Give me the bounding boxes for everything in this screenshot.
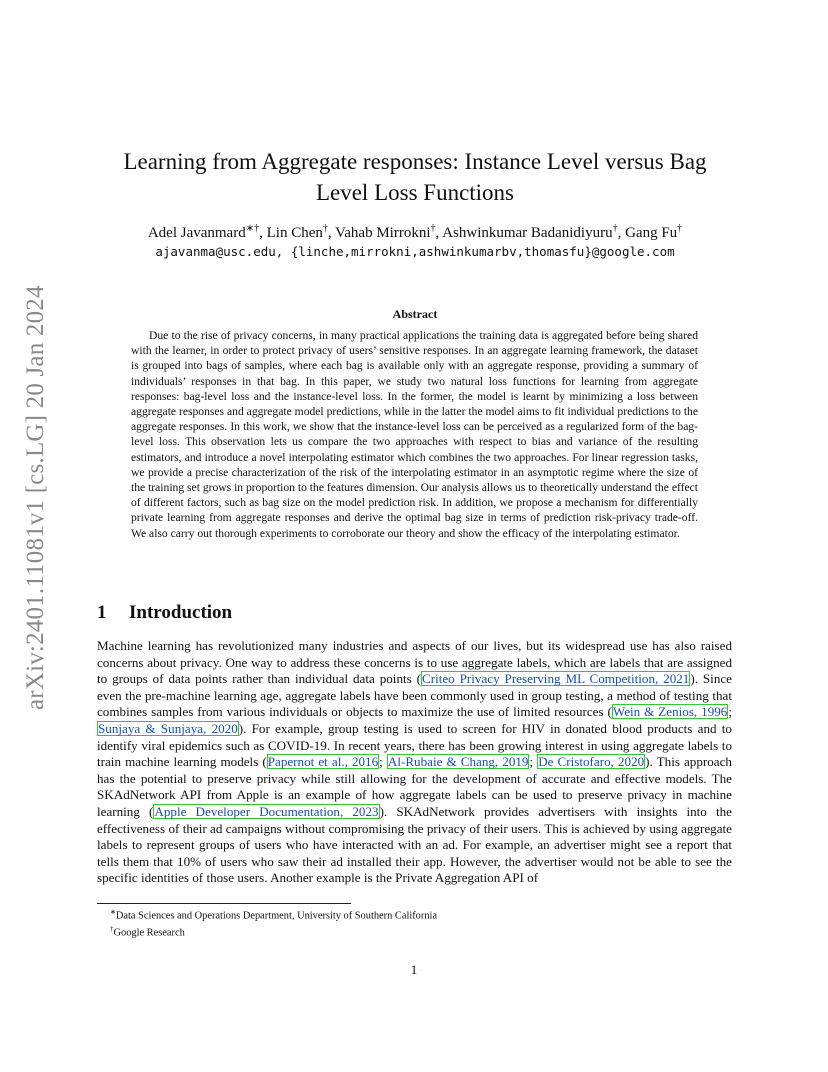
affiliation-mark: † bbox=[322, 223, 328, 234]
footnote-text: Google Research bbox=[113, 927, 185, 939]
footnote-text: Data Sciences and Operations Department, University of Southern California bbox=[115, 910, 438, 922]
footnote-divider bbox=[97, 903, 351, 904]
paragraph-text: ). SKAdNetwork provides advertisers with insights into the effectiveness of their ad campaigns without compromising the privacy of their users. This is achieved by using aggregate labels to represent groups of users who have interacted with an ad. For example, an advertiser might see a report that tells them that 10% of users who saw their ad installed their app. However, the advertiser would not be able to see the specific identities of those users. Another example is the Private Aggregation API of bbox=[97, 803, 732, 886]
author-separator: , bbox=[617, 225, 626, 241]
paragraph-text: ; bbox=[529, 754, 538, 770]
footnote bbox=[110, 923, 437, 940]
abstract-text: Due to the rise of privacy concerns, in many practical applications the training data is aggregated before being shared with the learner, in order to protect privacy of users’ sensitive responses. In an aggregate learning framework, the dataset is grouped into bags of samples, where each bag is available only with an aggregate response, providing a summary of individuals’ responses in that bag. In this paper, we study two natural loss functions for learning from aggregate responses: bag-level loss and the instance-level loss. In the former, the model is learnt by minimizing a loss between aggregate responses and aggregate model predictions, while in the latter the model aims to fit individual predictions to the aggregate responses. In this work, we show that the instance-level loss can be perceived as a regularized form of the bag-level loss. This observation lets us compare the two approaches with respect to bias and variance of the resulting estimators, and introduce a novel interpolating estimator which combines the two approaches. For linear regression tasks, we provide a precise characterization of the risk of the interpolating estimator in an asymptotic regime where the size of the training set grows in proportion to the features dimension. Our analysis allows us to theoretically understand the effect of different factors, such as bag size on the model prediction risk. In addition, we propose a mechanism for differentially private learning from aggregate responses and derive the optimal bag size in terms of prediction risk-privacy trade-off. We also carry out thorough experiments to corroborate our theory and show the efficacy of the interpolating estimator. bbox=[131, 329, 698, 540]
author-list bbox=[100, 223, 730, 243]
affiliation-mark: ∗† bbox=[245, 223, 260, 234]
paragraph-text: ). This approach has the potential to preserve privacy while still allowing for the development of accurate and effective models. The SKAdNetwork API from Apple is an example of how aggregate labels can be used to preserve privacy in machine learning ( bbox=[97, 754, 732, 819]
paper-title: Learning from Aggregate responses: Instance Level versus Bag Level Loss Functions bbox=[123, 149, 707, 205]
citation-link[interactable]: Al-Rubaie & Chang, 2019 bbox=[387, 754, 529, 770]
paragraph-text: ). For example, group testing is used to screen for HIV in donated blood products and to identify viral epidemics such as COVID-19. In recent years, there has been growing interest in using aggregate labels to train machine learning models ( bbox=[97, 720, 732, 770]
section-heading bbox=[97, 602, 232, 624]
citation-link[interactable]: Wein & Zenios, 1996 bbox=[612, 704, 728, 720]
affiliation-mark: † bbox=[677, 223, 683, 234]
footnote-mark: ∗ bbox=[110, 908, 116, 916]
citation-link[interactable]: Criteo Privacy Preserving ML Competition, 2021 bbox=[422, 671, 690, 687]
footnote-mark: † bbox=[110, 924, 114, 933]
section-title: Introduction bbox=[129, 602, 233, 623]
author-emails: ajavanma@usc.edu, {linche,mirrokni,ashwinkumarbv,thomasfu}@google.com bbox=[155, 244, 675, 259]
author-name: Gang Fu bbox=[625, 225, 678, 241]
affiliation-mark: † bbox=[430, 223, 436, 234]
footnote bbox=[110, 906, 437, 923]
paragraph-text: ; bbox=[728, 704, 732, 720]
affiliation-mark: † bbox=[612, 223, 618, 234]
author-name: Lin Chen bbox=[266, 225, 323, 241]
page-number: 1 bbox=[410, 962, 418, 977]
citation-link[interactable]: Papernot et al., 2016 bbox=[267, 754, 379, 770]
author-separator: , bbox=[259, 225, 267, 241]
paragraph-text: Machine learning has revolutionized many industries and aspects of our lives, but its widespread use has also raised concerns about privacy. One way to address these concerns is to use aggregate labels, which are labels that are assigned to groups of data points rather than individual data points ( bbox=[97, 638, 732, 687]
paragraph-text: ; bbox=[379, 754, 387, 770]
arxiv-identifier-stamp: arXiv:2401.11081v1 [cs.LG] 20 Jan 2024 bbox=[22, 285, 49, 710]
author-separator: , bbox=[327, 225, 336, 241]
abstract-heading: Abstract bbox=[392, 307, 438, 321]
citation-link[interactable]: De Cristofaro, 2020 bbox=[538, 754, 645, 770]
author-separator: , bbox=[435, 225, 443, 241]
citation-link[interactable]: Sunjaya & Sunjaya, 2020 bbox=[98, 720, 238, 736]
author-name: Ashwinkumar Badanidiyuru bbox=[442, 225, 613, 241]
section-number: 1 bbox=[97, 602, 107, 623]
author-name: Vahab Mirrokni bbox=[335, 225, 431, 241]
introduction-paragraph bbox=[97, 638, 732, 887]
author-name: Adel Javanmard bbox=[147, 225, 246, 241]
paragraph-text: ). Since even the pre-machine learning age, aggregate labels have been commonly used in group testing, a method of testing that combines samples from various individuals or objects to maximize the use of limited resources ( bbox=[97, 671, 732, 720]
citation-link[interactable]: Apple Developer Documentation, 2023 bbox=[154, 803, 379, 819]
footnotes bbox=[110, 906, 437, 940]
